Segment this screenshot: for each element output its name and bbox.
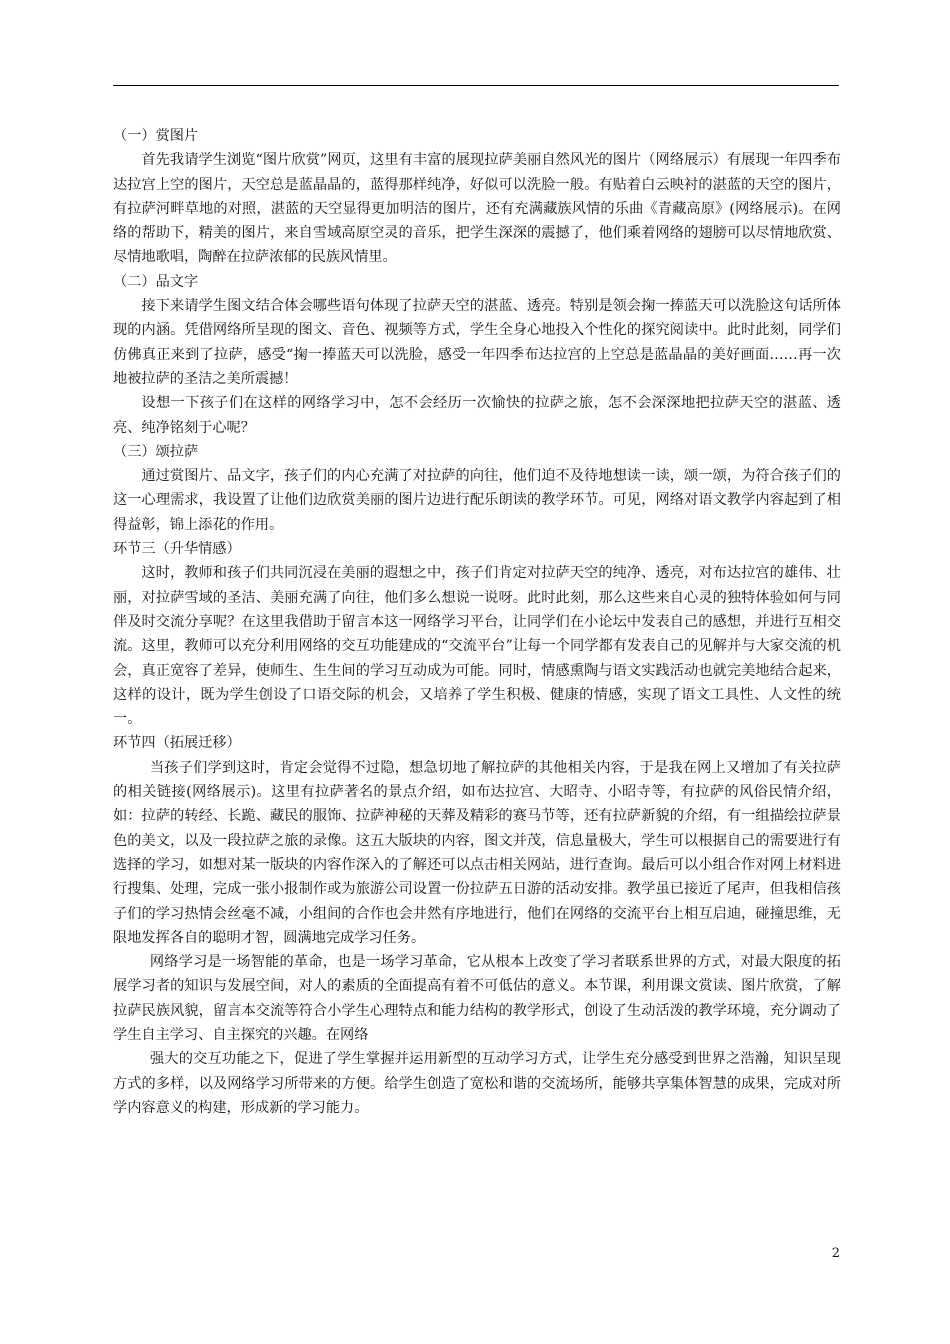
body-paragraph: 强大的交互功能之下，促进了学生掌握并运用新型的互动学习方式，让学生充分感受到世界之浩瀚，知识呈现方式的多样，以及网络学习所带来的方便。给学生创造了宽松和谐的交流场所，能够共享集体智慧的成果，完成对所学内容意义的构建，形成新的学习能力。 (113, 1051, 841, 1116)
header-rule (113, 85, 839, 86)
document-body (113, 124, 841, 1120)
body-paragraph: 网络学习是一场智能的革命，也是一场学习革命，它从根本上改变了学习者联系世界的方式，对最大限度的拓展学习者的知识与发展空间，对人的素质的全面提高有着不可低估的意义。本节课，利用课文赏读、图片欣赏，了解拉萨民族风貌，留言本交流等符合小学生心理特点和能力结构的教学形式，创设了生动活泼的教学环境，充分调动了学生自主学习、自主探究的兴趣。在网络 (113, 954, 841, 1043)
section-heading: 环节三（升华情感） (113, 541, 241, 558)
section-heading: （一）赏图片 (113, 128, 199, 144)
section-heading: （三）颂拉萨 (113, 443, 199, 460)
body-paragraph: 首先我请学生浏览“图片欣赏”网页，这里有丰富的展现拉萨美丽自然风光的图片（网络展示）有展现一年四季布达拉宫上空的图片，天空总是蓝晶晶的，蓝得那样纯净，好似可以洗脸一般。有贴着白云映衬的湛蓝的天空的图片，有拉萨河畔草地的对照，湛蓝的天空显得更加明洁的图片，还有充满藏族风情的乐曲《青藏高原》(网络展示)。在网络的帮助下，精美的图片，来自雪域高原空灵的音乐，把学生深深的震撼了，他们乘着网络的翅膀可以尽情地欣赏、尽情地歌唱，陶醉在拉萨浓郁的民族风情里。 (113, 152, 841, 266)
body-paragraph: 通过赏图片、品文字，孩子们的内心充满了对拉萨的向往，他们迫不及待地想读一读，颂一颂，为符合孩子们的这一心理需求，我设置了让他们边欣赏美丽的图片边进行配乐朗读的教学环节。可见，网络对语文教学内容起到了相得益彰，锦上添花的作用。 (113, 468, 841, 533)
page-number: 2 (831, 1246, 840, 1261)
section-heading: （二）品文字 (113, 273, 199, 290)
body-paragraph: 当孩子们学到这时，肯定会觉得不过隐，想急切地了解拉萨的其他相关内容，于是我在网上又增加了有关拉萨的相关链接(网络展示)。这里有拉萨著名的景点介绍，如布达拉宫、大昭寺、小昭寺等，有拉萨的风俗民情介绍，如：拉萨的转经、长跪、藏民的服饰、拉萨神秘的天葬及精彩的赛马节等，还有拉萨新貌的介绍，有一组描绘拉萨景色的美文，以及一段拉萨之旅的录像。这五大版块的内容，图文并茂，信息量极大，学生可以根据自己的需要进行有选择的学习，如想对某一版块的内容作深入的了解还可以点击相关网站，进行查询。最后可以小组合作对网上材料进行搜集、处理，完成一张小报制作或为旅游公司设置一份拉萨五日游的活动安排。教学虽已接近了尾声，但我相信孩子们的学习热情会丝毫不减，小组间的合作也会井然有序地进行，他们在网络的交流平台上相互启迪，碰撞思维，无限地发挥各自的聪明才智，圆满地完成学习任务。 (113, 759, 841, 946)
section-heading: 环节四（拓展迁移） (113, 735, 241, 752)
body-paragraph: 接下来请学生图文结合体会哪些语句体现了拉萨天空的湛蓝、透亮。特别是领会掬一捧蓝天可以洗脸这句话所体现的内涵。凭借网络所呈现的图文、音色、视频等方式，学生全身心地投入个性化的探究阅读中。此时此刻，同学们仿佛真正来到了拉萨，感受“掬一捧蓝天可以洗脸，感受一年四季布达拉宫的上空总是蓝晶晶的美好画面……再一次地被拉萨的圣洁之美所震撼！ (113, 298, 841, 387)
body-paragraph: 这时，教师和孩子们共同沉浸在美丽的遐想之中，孩子们肯定对拉萨天空的纯净、透亮，对布达拉宫的雄伟、壮丽，对拉萨雪域的圣洁、美丽充满了向往，他们多么想说一说呀。此时此刻，那么这些来自心灵的独特体验如何与同伴及时交流分享呢？在这里我借助于留言本这一网络学习平台，让同学们在小论坛中发表自己的感想，并进行互相交流。这里，教师可以充分利用网络的交互功能建成的“交流平台”让每一个同学都有发表自己的见解并与大家交流的机会，真正宽容了差异，使师生、生生间的学习互动成为可能。同时，情感熏陶与语文实践活动也就完美地结合起来，这样的设计，既为学生创设了口语交际的机会，又培养了学生积极、健康的情感，实现了语文工具性、人文性的统一。 (113, 565, 841, 728)
body-paragraph: 设想一下孩子们在这样的网络学习中，怎不会经历一次愉快的拉萨之旅，怎不会深深地把拉萨天空的湛蓝、透亮、纯净铭刻于心呢？ (113, 395, 841, 436)
